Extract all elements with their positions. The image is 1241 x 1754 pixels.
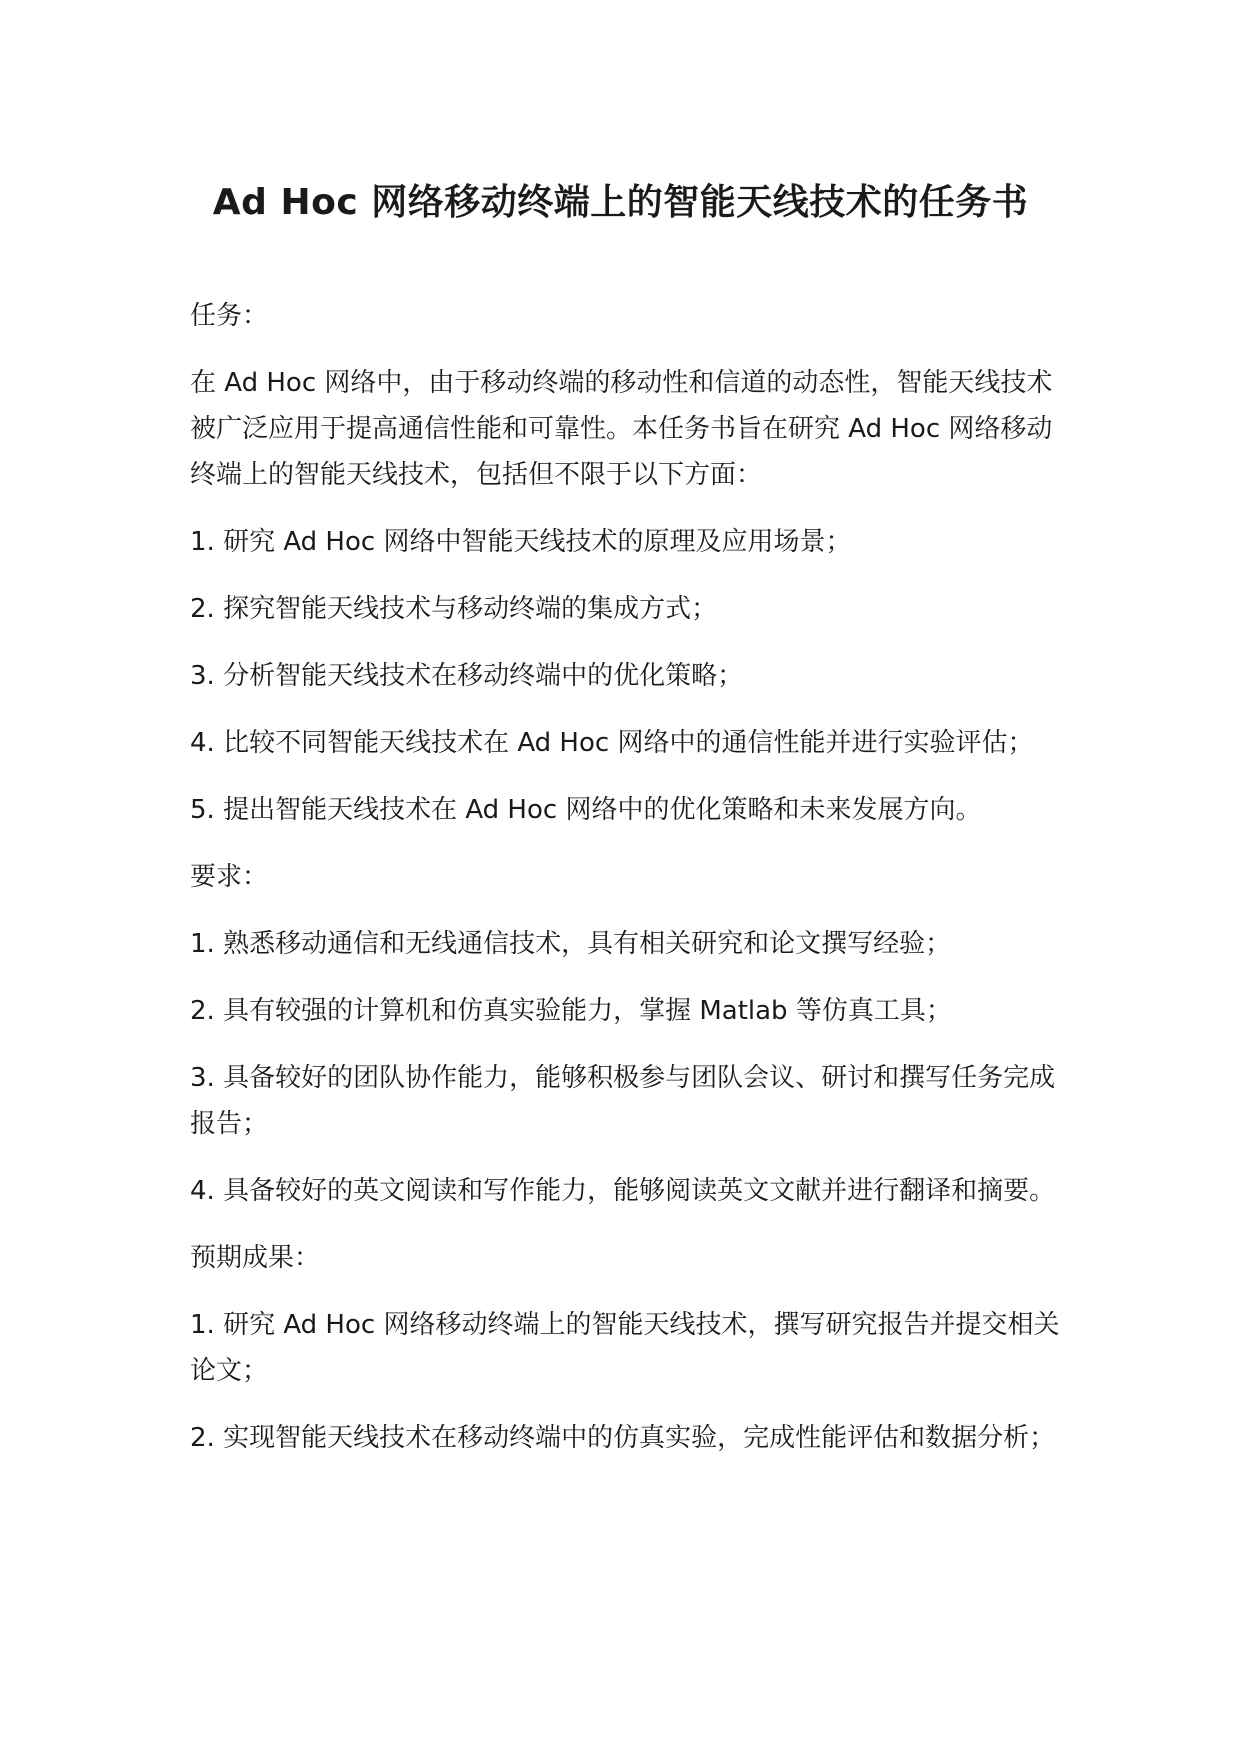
document-title: Ad Hoc 网络移动终端上的智能天线技术的任务书 [212, 182, 1029, 223]
result-item-1: 1. 研究 Ad Hoc 网络移动终端上的智能天线技术，撰写研究报告并提交相关论文； [190, 1310, 1060, 1386]
task-intro-paragraph: 在 Ad Hoc 网络中，由于移动终端的移动性和信道的动态性，智能天线技术被广泛应用于提高通信性能和可靠性。本任务书旨在研究 Ad Hoc 网络移动终端上的智能天线技术，包括但不限于以下方面： [190, 368, 1053, 490]
requirement-item-1: 1. 熟悉移动通信和无线通信技术，具有相关研究和论文撰写经验； [190, 929, 952, 959]
result-item-2: 2. 实现智能天线技术在移动终端中的仿真实验，完成性能评估和数据分析； [190, 1423, 1056, 1453]
requirement-item-3: 3. 具备较好的团队协作能力，能够积极参与团队会议、研讨和撰写任务完成报告； [190, 1063, 1056, 1139]
task-item-3: 3. 分析智能天线技术在移动终端中的优化策略； [190, 661, 744, 691]
document-body [190, 293, 1060, 1482]
task-item-2: 2. 探究智能天线技术与移动终端的集成方式； [190, 594, 718, 624]
section-heading-expected-results: 预期成果： [190, 1243, 321, 1273]
task-item-1: 1. 研究 Ad Hoc 网络中智能天线技术的原理及应用场景； [190, 527, 852, 557]
task-item-4: 4. 比较不同智能天线技术在 Ad Hoc 网络中的通信性能并进行实验评估； [190, 728, 1034, 758]
requirement-item-2: 2. 具有较强的计算机和仿真实验能力，掌握 Matlab 等仿真工具； [190, 996, 952, 1026]
section-heading-task: 任务： [190, 301, 269, 331]
requirement-item-4: 4. 具备较好的英文阅读和写作能力，能够阅读英文文献并进行翻译和摘要。 [190, 1176, 1056, 1206]
task-item-5: 5. 提出智能天线技术在 Ad Hoc 网络中的优化策略和未来发展方向。 [190, 795, 982, 825]
section-heading-requirements: 要求： [190, 862, 269, 892]
